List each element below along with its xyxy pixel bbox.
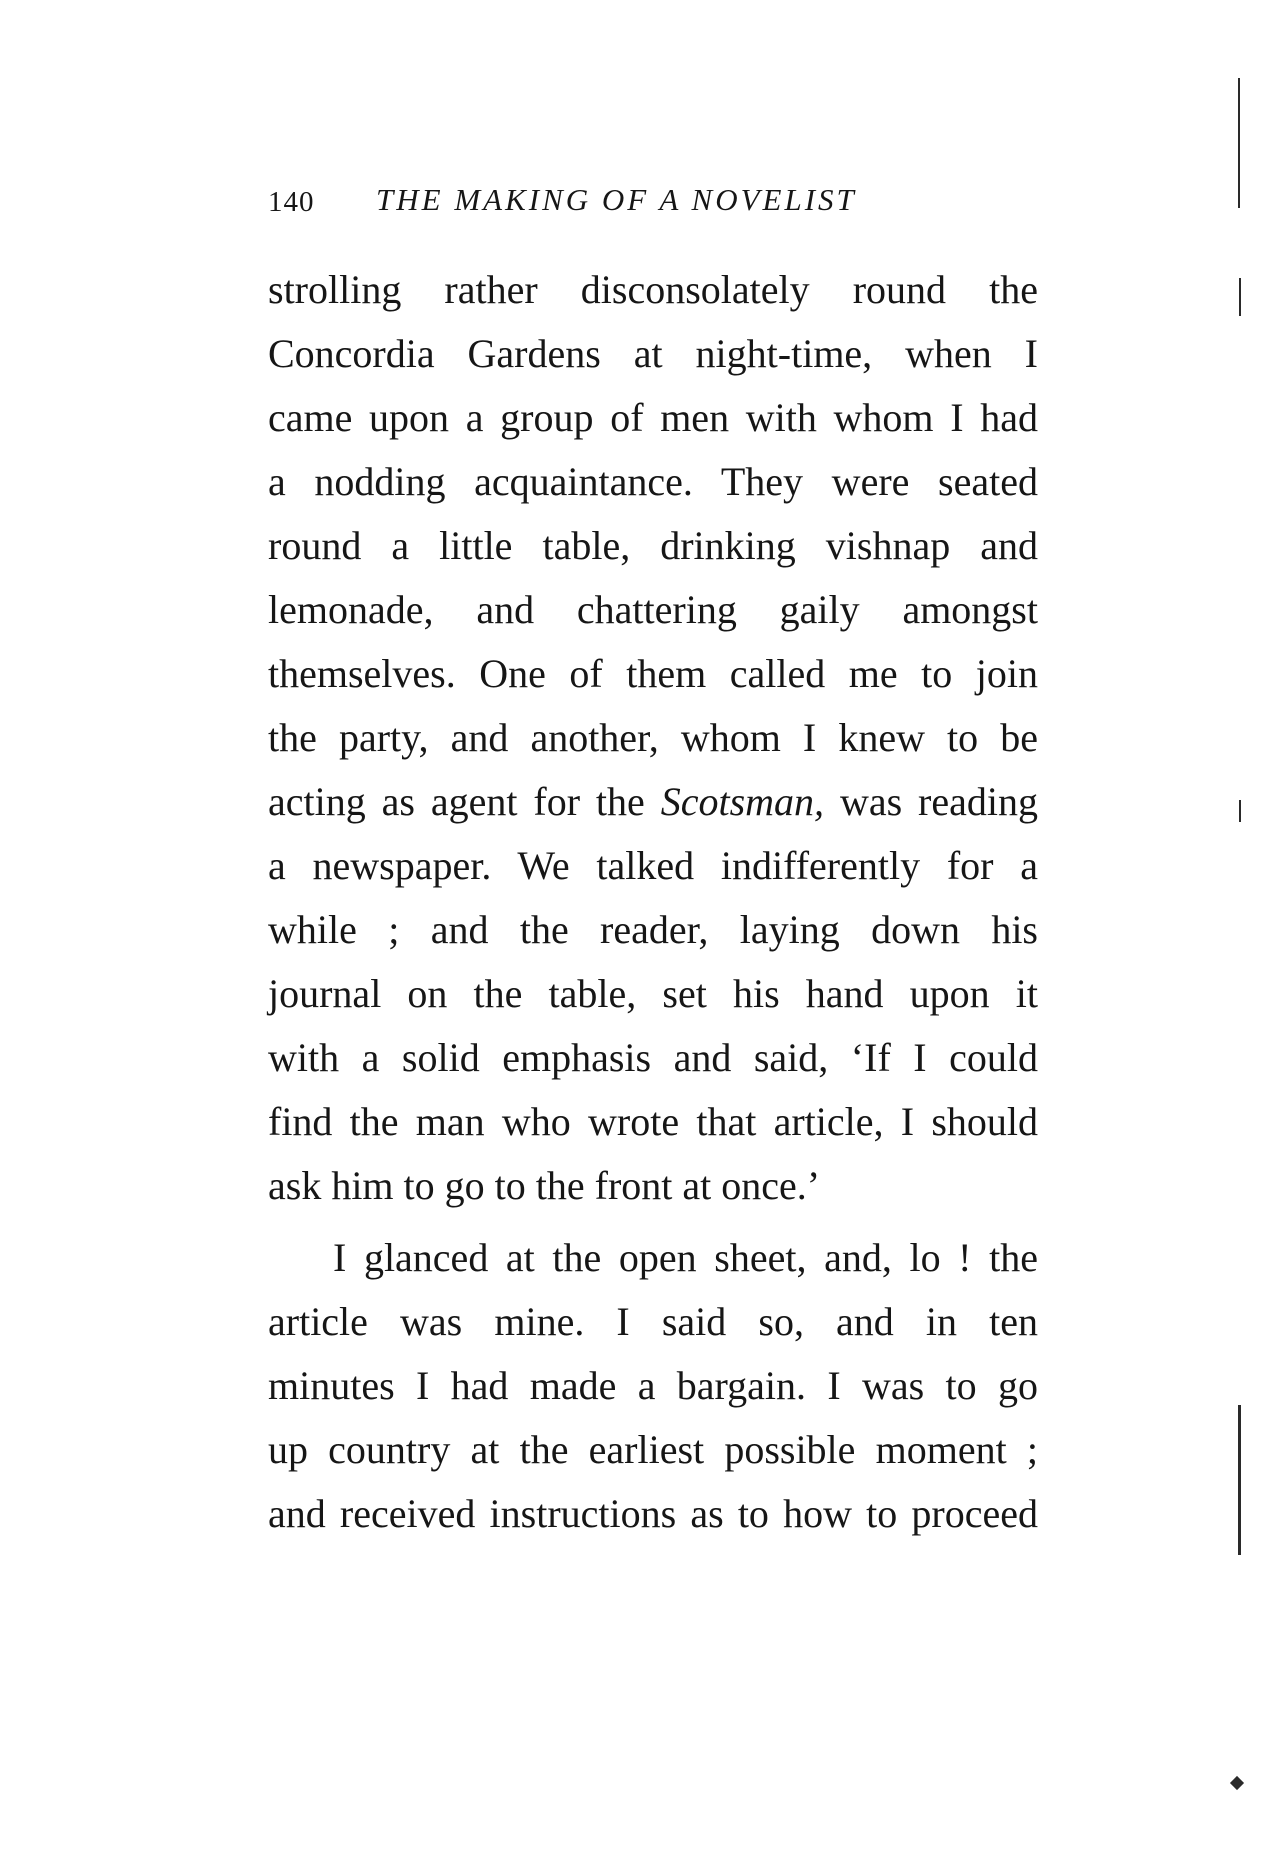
running-title: THE MAKING OF A NOVELIST bbox=[376, 182, 857, 217]
text-line: ask him to go to the front at once.’ bbox=[268, 1163, 821, 1208]
text-line: find the man who wrote that article, I should bbox=[268, 1099, 1038, 1144]
page-number: 140 bbox=[268, 186, 315, 218]
text-line: round a little table, drinking vishnap and bbox=[268, 523, 1038, 568]
running-head bbox=[268, 182, 1038, 226]
italic-text: Scotsman, bbox=[660, 779, 825, 824]
text-line bbox=[268, 770, 1038, 834]
scan-edge-mark bbox=[1238, 78, 1240, 208]
text-line: came upon a group of men with whom I had bbox=[268, 395, 1038, 440]
text-line: journal on the table, set his hand upon it bbox=[268, 971, 1038, 1016]
text-line: Concordia Gardens at night-time, when I bbox=[268, 331, 1038, 376]
text-line: while ; and the reader, laying down his bbox=[268, 907, 1038, 952]
text-line: minutes I had made a bargain. I was to go bbox=[268, 1363, 1038, 1408]
text-segment: was reading bbox=[824, 779, 1039, 824]
text-line: strolling rather disconsolately round the bbox=[268, 267, 1038, 312]
text-line: themselves. One of them called me to join bbox=[268, 651, 1038, 696]
scan-edge-mark bbox=[1239, 800, 1241, 822]
text-segment: acting as agent for the bbox=[268, 779, 661, 824]
text-line: lemonade, and chattering gaily amongst bbox=[268, 587, 1038, 632]
page-body bbox=[268, 258, 1038, 1546]
scan-edge-mark bbox=[1238, 1405, 1241, 1555]
text-line: I glanced at the open sheet, and, lo ! the bbox=[333, 1235, 1038, 1280]
paragraph bbox=[268, 1226, 1038, 1546]
scan-edge-mark bbox=[1230, 1776, 1244, 1790]
scan-edge-mark bbox=[1239, 278, 1241, 316]
text-line: a nodding acquaintance. They were seated bbox=[268, 459, 1038, 504]
text-line: and received instructions as to how to proceed bbox=[268, 1491, 1038, 1536]
paragraph bbox=[268, 258, 1038, 1218]
text-line: a newspaper. We talked indifferently for a bbox=[268, 843, 1038, 888]
text-line: with a solid emphasis and said, ‘If I could bbox=[268, 1035, 1038, 1080]
text-line: up country at the earliest possible moment ; bbox=[268, 1427, 1038, 1472]
text-line: article was mine. I said so, and in ten bbox=[268, 1299, 1038, 1344]
text-line: the party, and another, whom I knew to be bbox=[268, 715, 1038, 760]
